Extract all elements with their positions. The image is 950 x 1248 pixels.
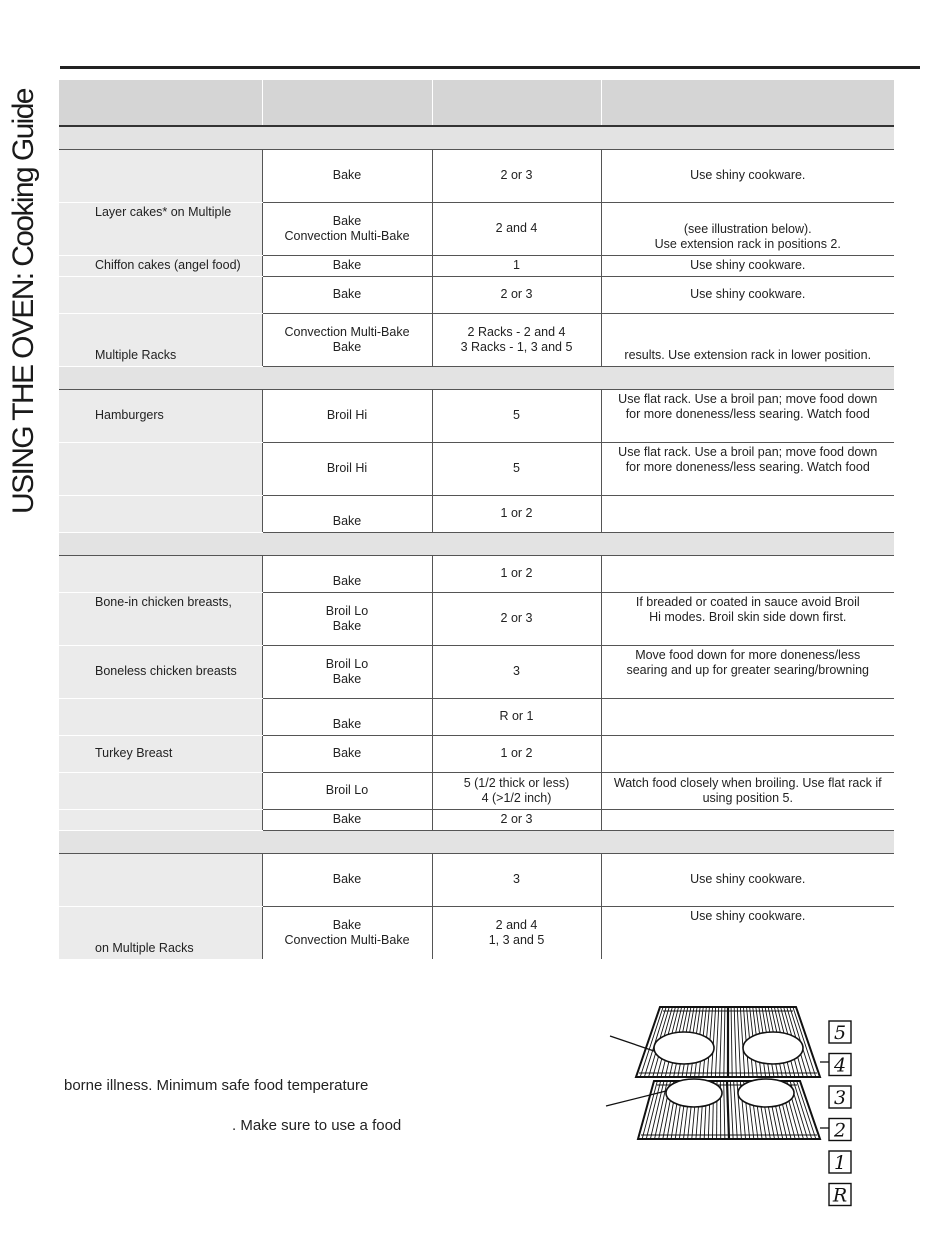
food-cell	[59, 698, 262, 735]
section-row	[59, 830, 894, 853]
tips-cell: Use shiny cookware.	[601, 906, 894, 959]
oven-mode-cell: Bake	[262, 698, 432, 735]
rack-position-cell: 2 or 3	[432, 592, 601, 645]
rack-position-cell: 2 or 3	[432, 809, 601, 830]
table-row	[59, 555, 894, 592]
food-cell: Layer cakes* on Multiple	[59, 202, 262, 255]
rack-position-cell: 1 or 2	[432, 555, 601, 592]
rack-position-cell: 3	[432, 853, 601, 906]
tips-cell: (see illustration below). Use extension rack in positions 2.	[601, 202, 894, 255]
food-cell	[59, 555, 262, 592]
cooking-guide-table	[59, 80, 894, 960]
oven-mode-cell: Broil Lo	[262, 772, 432, 809]
rack-position-cell: 5	[432, 389, 601, 442]
tips-cell	[601, 555, 894, 592]
svg-text:R: R	[832, 1184, 848, 1207]
rack-number-3	[829, 1086, 851, 1109]
cake-pan-upper-right	[743, 1032, 803, 1064]
oven-mode-cell: Broil Hi	[262, 442, 432, 495]
table-row	[59, 149, 894, 202]
cake-pan-upper-left	[654, 1032, 714, 1064]
tips-cell: results. Use extension rack in lower position.	[601, 313, 894, 366]
table-row	[59, 442, 894, 495]
oven-mode-cell: Broil Lo Bake	[262, 645, 432, 698]
tips-cell: Use flat rack. Use a broil pan; move food down for more doneness/less searing. Watch food	[601, 389, 894, 442]
oven-mode-cell: Broil Hi	[262, 389, 432, 442]
table-row	[59, 645, 894, 698]
cake-pan-lower-right	[738, 1079, 794, 1107]
food-safety-text-line-2: . Make sure to use a food	[232, 1117, 402, 1134]
table-row	[59, 906, 894, 959]
table-row	[59, 853, 894, 906]
section-label	[59, 532, 894, 555]
pointer-line-lower	[606, 1091, 666, 1106]
rack-position-cell: 5	[432, 442, 601, 495]
section-row	[59, 126, 894, 149]
table-row	[59, 698, 894, 735]
table-row	[59, 255, 894, 276]
food-cell	[59, 495, 262, 532]
oven-mode-cell: Bake	[262, 809, 432, 830]
oven-mode-cell: Bake	[262, 495, 432, 532]
oven-mode-cell: Bake	[262, 255, 432, 276]
tips-cell	[601, 698, 894, 735]
food-safety-text-line-1: borne illness. Minimum safe food temperature	[64, 1077, 369, 1094]
section-label	[59, 126, 894, 149]
oven-mode-cell: Bake Convection Multi-Bake	[262, 906, 432, 959]
food-cell: Turkey Breast	[59, 735, 262, 772]
oven-mode-cell: Convection Multi-Bake Bake	[262, 313, 432, 366]
column-header	[601, 80, 894, 126]
food-cell	[59, 442, 262, 495]
table-row	[59, 592, 894, 645]
food-cell: Multiple Racks	[59, 313, 262, 366]
rack-number-5	[829, 1021, 851, 1044]
section-label	[59, 830, 894, 853]
table-row	[59, 735, 894, 772]
oven-mode-cell: Bake Convection Multi-Bake	[262, 202, 432, 255]
section-label	[59, 366, 894, 389]
rack-position-cell: 1	[432, 255, 601, 276]
tips-cell: Use shiny cookware.	[601, 255, 894, 276]
oven-mode-cell: Bake	[262, 853, 432, 906]
table-row	[59, 495, 894, 532]
tips-cell: Use shiny cookware.	[601, 853, 894, 906]
svg-text:1: 1	[833, 1152, 847, 1174]
food-cell: Hamburgers	[59, 389, 262, 442]
food-cell: on Multiple Racks	[59, 906, 262, 959]
svg-text:5: 5	[833, 1022, 847, 1044]
tips-cell: Use shiny cookware.	[601, 149, 894, 202]
tips-cell	[601, 809, 894, 830]
rack-number-2	[829, 1119, 851, 1142]
food-cell	[59, 276, 262, 313]
tips-cell	[601, 735, 894, 772]
oven-mode-cell: Bake	[262, 149, 432, 202]
table-row	[59, 276, 894, 313]
food-cell	[59, 149, 262, 202]
food-cell: Chiffon cakes (angel food)	[59, 255, 262, 276]
tips-cell: Use shiny cookware.	[601, 276, 894, 313]
table-row	[59, 389, 894, 442]
food-cell	[59, 772, 262, 809]
column-header	[262, 80, 432, 126]
oven-mode-cell: Bake	[262, 555, 432, 592]
section-row	[59, 532, 894, 555]
svg-text:3: 3	[833, 1087, 847, 1109]
oven-mode-cell: Broil Lo Bake	[262, 592, 432, 645]
rack-position-cell: 2 and 4	[432, 202, 601, 255]
tips-cell	[601, 495, 894, 532]
rack-position-cell: 2 or 3	[432, 149, 601, 202]
rack-position-cell: R or 1	[432, 698, 601, 735]
food-cell: Boneless chicken breasts	[59, 645, 262, 698]
rack-position-cell: 2 Racks - 2 and 4 3 Racks - 1, 3 and 5	[432, 313, 601, 366]
rack-position-cell: 2 or 3	[432, 276, 601, 313]
rack-position-illustration	[598, 995, 868, 1215]
svg-text:4: 4	[833, 1054, 847, 1077]
tips-cell: If breaded or coated in sauce avoid Broil Hi modes. Broil skin side down first.	[601, 592, 894, 645]
table-row	[59, 202, 894, 255]
section-row	[59, 366, 894, 389]
page-side-title: USING THE OVEN: Cooking Guide	[7, 89, 40, 514]
rack-position-cell: 2 and 4 1, 3 and 5	[432, 906, 601, 959]
rack-position-cell: 5 (1/2 thick or less) 4 (>1/2 inch)	[432, 772, 601, 809]
rack-number-4	[829, 1054, 851, 1077]
table-row	[59, 313, 894, 366]
top-divider	[60, 66, 920, 69]
tips-cell: Move food down for more doneness/less searing and up for greater searing/browning	[601, 645, 894, 698]
rack-position-cell: 1 or 2	[432, 495, 601, 532]
tips-cell: Use flat rack. Use a broil pan; move food down for more doneness/less searing. Watch food	[601, 442, 894, 495]
oven-mode-cell: Bake	[262, 276, 432, 313]
table-row	[59, 809, 894, 830]
food-cell	[59, 809, 262, 830]
food-cell: Bone-in chicken breasts,	[59, 592, 262, 645]
column-header	[432, 80, 601, 126]
cake-pan-lower-left	[666, 1079, 722, 1107]
rack-number-R	[829, 1184, 851, 1207]
food-cell	[59, 853, 262, 906]
oven-mode-cell: Bake	[262, 735, 432, 772]
rack-position-cell: 3	[432, 645, 601, 698]
tips-cell: Watch food closely when broiling. Use flat rack if using position 5.	[601, 772, 894, 809]
table-row	[59, 772, 894, 809]
table-header-row	[59, 80, 894, 126]
svg-text:2: 2	[833, 1119, 847, 1142]
rack-number-1	[829, 1151, 851, 1174]
rack-position-cell: 1 or 2	[432, 735, 601, 772]
column-header	[59, 80, 262, 126]
